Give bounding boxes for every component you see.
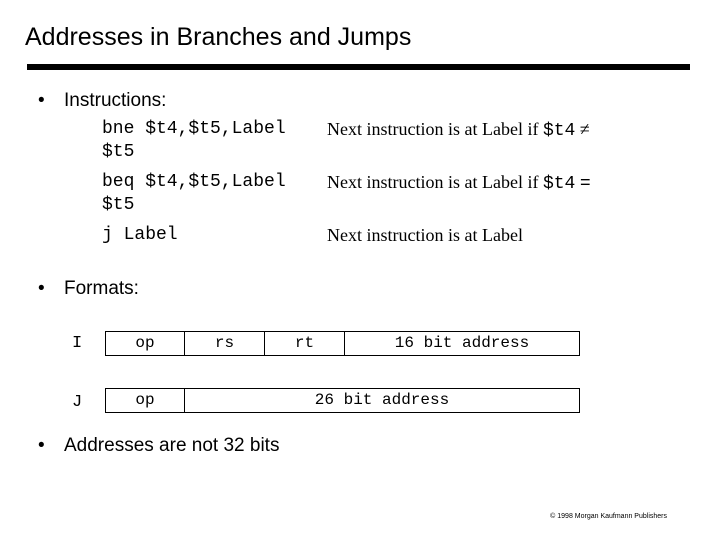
bne-description-var: $t4 (542, 121, 576, 141)
bne-description (327, 118, 590, 142)
format-j-label: J (72, 393, 83, 412)
bullet-instructions (38, 90, 166, 112)
format-i-label: I (72, 334, 83, 353)
format-i-field-rs: rs (184, 332, 264, 355)
bullet-dot: • (38, 435, 45, 456)
bne-description-op: ≠ (579, 119, 590, 139)
bullet-addresses-label: Addresses are not 32 bits (64, 435, 280, 456)
bullet-dot: • (38, 278, 45, 299)
format-j-row (105, 388, 580, 413)
format-i-field-op: op (135, 334, 155, 352)
format-j-field-op: op (135, 391, 155, 409)
j-code: j Label (102, 225, 178, 245)
format-i-field-address: 16 bit address (344, 332, 579, 355)
j-description: Next instruction is at Label (327, 225, 523, 245)
beq-description-text: Next instruction is at Label if (327, 172, 539, 192)
title-rule (27, 64, 690, 70)
format-j-field-address: 26 bit address (184, 389, 579, 412)
beq-code-wrap: $t5 (102, 195, 135, 215)
bullet-dot: • (38, 90, 45, 111)
bne-code-wrap: $t5 (102, 142, 135, 162)
bne-description-text: Next instruction is at Label if (327, 119, 539, 139)
bne-code: bne $t4,$t5,Label (102, 119, 286, 139)
beq-description-var: $t4 (542, 174, 576, 194)
beq-description (327, 171, 591, 195)
beq-code: beq $t4,$t5,Label (102, 172, 286, 192)
bullet-instructions-label: Instructions: (64, 90, 167, 111)
bullet-formats-label: Formats: (64, 278, 139, 299)
bullet-addresses (38, 435, 279, 457)
bullet-formats (38, 278, 139, 300)
format-i-row (105, 331, 580, 356)
format-i-field-rt: rt (264, 332, 344, 355)
slide-title: Addresses in Branches and Jumps (25, 23, 412, 51)
beq-description-op: = (579, 174, 591, 194)
copyright-credit: © 1998 Morgan Kaufmann Publishers (550, 513, 667, 520)
